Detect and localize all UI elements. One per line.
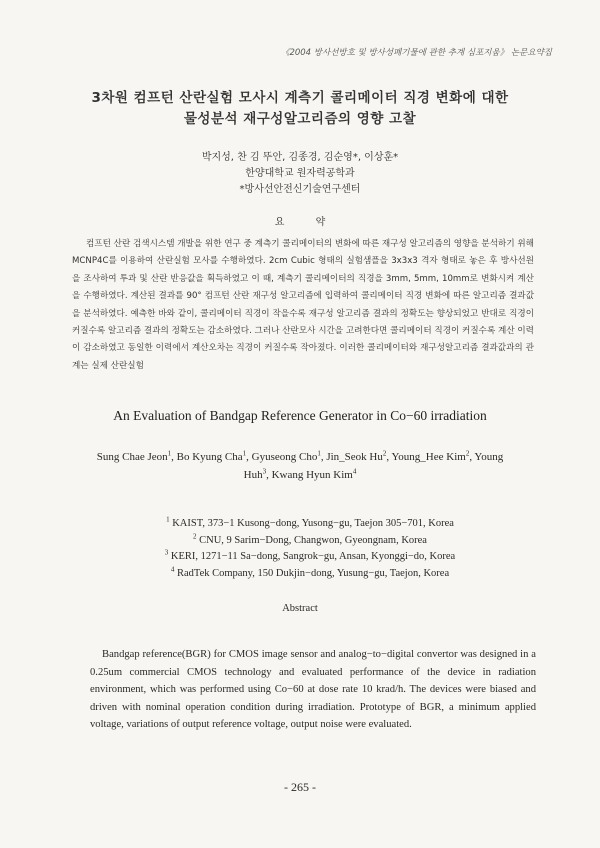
author-affiliation-mark: 4 bbox=[352, 467, 357, 476]
author-name: Young_Hee Kim bbox=[391, 451, 466, 463]
korean-affiliation-2: *방사선안전신기술연구센터 bbox=[239, 184, 361, 195]
korean-abstract: 컴프턴 산란 검색시스템 개발을 위한 연구 중 계측기 콜리메이터의 변화에 따른 재구성 알고리즘의 영향을 분석하기 위해 MCNP4C를 이용하여 산란실험 모사를 수행하였다. 2cm Cubic 형태의 실험샘플을 3x3x3 격자 형태로 놓은 후 방사선원을 조사하여 투과 및 산란 반응값을 획득하였고 이 때, 계측기 콜리메이터의 직경을 3mm, 5mm, 10mm로 변화시켜 계산을 수행하였다. 계산된 결과를 90° 컴프턴 산란 재구성 알고리즘에 입력하여 콜리메이터 직경 변화에 따른 알고리즘 결과값을 분석하였다. 예측한 바와 같이, 콜리메이터 직경이 작을수록 재구성 알고리즘 결과의 정확도는 향상되었고 반대로 직경이 커질수록 알고리즘 결과의 정확도는 감소하였다. 그러나 산란모사 시간을 고려한다면 콜리메이터 직경이 커질수록 계산 이력이 감소하였고 동일한 이력에서 계산오차는 직경이 커질수록 작아졌다. 이러한 콜리메이터와 재구성알고리즘 결과값과의 관계는 실제 산란실험 bbox=[72, 239, 534, 371]
english-title: An Evaluation of Bandgap Reference Generator in Co−60 irradiation bbox=[113, 408, 487, 423]
author-name: Young Huh bbox=[243, 451, 504, 481]
author-name: Gyuseong Cho bbox=[251, 451, 318, 463]
author-name: Kwang Hyun Kim bbox=[271, 469, 353, 481]
affiliation-mark: 3 bbox=[164, 548, 169, 557]
korean-title-line-2: 물성분석 재구성알고리즘의 영향 고찰 bbox=[183, 111, 417, 127]
korean-author-block bbox=[100, 150, 500, 198]
author-name: Sung Chae Jeon bbox=[96, 451, 168, 463]
author-affiliation-mark: 3 bbox=[262, 467, 267, 476]
affiliation-text: RadTek Company, 150 Dukjin−dong, Yusung−gu, Taejon, Korea bbox=[174, 567, 450, 579]
english-abstract-heading: Abstract bbox=[282, 603, 318, 614]
affiliation-line bbox=[120, 516, 500, 533]
running-head: 《2004 방사선방호 및 방사성폐기물에 관한 추계 심포지움》 논문요약집 bbox=[280, 48, 552, 58]
affiliation-line bbox=[120, 549, 500, 566]
author-affiliation-mark: 1 bbox=[242, 449, 247, 458]
affiliation-mark: 2 bbox=[193, 532, 197, 540]
author-affiliation-mark: 1 bbox=[167, 449, 172, 458]
affiliation-text: CNU, 9 Sarim−Dong, Changwon, Gyeongnam, Korea bbox=[196, 534, 427, 546]
affiliation-text: KERI, 1271−11 Sa−dong, Sangrok−gu, Ansan, Kyonggi−do, Korea bbox=[168, 551, 456, 562]
english-abstract: Bandgap reference(BGR) for CMOS image sensor and analog−to−digital convertor was designed in a 0.25um commercial CMOS technology and evaluated performance of the device in radiation environment, which was performed using Co−60 at dose rate 10 krad/h. The devices were biased and driven with nominal operation condition during irradiation. Prototype of BGR, a minimum applied voltage, variations of output reference voltage, output noise were evaluated. bbox=[90, 649, 536, 731]
korean-affiliation-1: 한양대학교 원자력공학과 bbox=[245, 168, 355, 179]
author-name: Bo Kyung Cha bbox=[176, 451, 243, 463]
english-authors: Sung Chae Jeon$^1$, Bo Kyung Cha$^1$, Gyuseong Cho$^1$, Jin_Seok Hu$^2$, Young_Hee Kim$^2$, Young Huh$^3$, Kwang Hyun Kim$^4$ bbox=[96, 449, 504, 481]
affiliation-text: KAIST, 373−1 Kusong−dong, Yusong−gu, Taejon 305−701, Korea bbox=[169, 518, 454, 529]
author-affiliation-mark: 2 bbox=[382, 449, 387, 458]
affiliation-line bbox=[120, 566, 500, 583]
affiliation-line bbox=[120, 533, 500, 550]
korean-title-line-1: 3차원 컴프턴 산란실험 모사시 계측기 콜리메이터 직경 변화에 대한 bbox=[91, 90, 509, 106]
author-affiliation-mark: 2 bbox=[465, 449, 470, 458]
affiliation-mark: 1 bbox=[166, 515, 170, 524]
korean-authors: 박지성, 찬 김 뚜안, 김종경, 김순영*, 이상훈* bbox=[201, 152, 399, 163]
page-number: - 265 - bbox=[284, 780, 316, 794]
affiliation-mark: 4 bbox=[170, 565, 175, 573]
author-affiliation-mark: 1 bbox=[317, 449, 321, 458]
author-name: Jin_Seok Hu bbox=[326, 451, 383, 463]
korean-abstract-heading: 요 약 bbox=[274, 217, 340, 228]
korean-title bbox=[70, 88, 530, 130]
english-affiliations bbox=[120, 516, 500, 582]
